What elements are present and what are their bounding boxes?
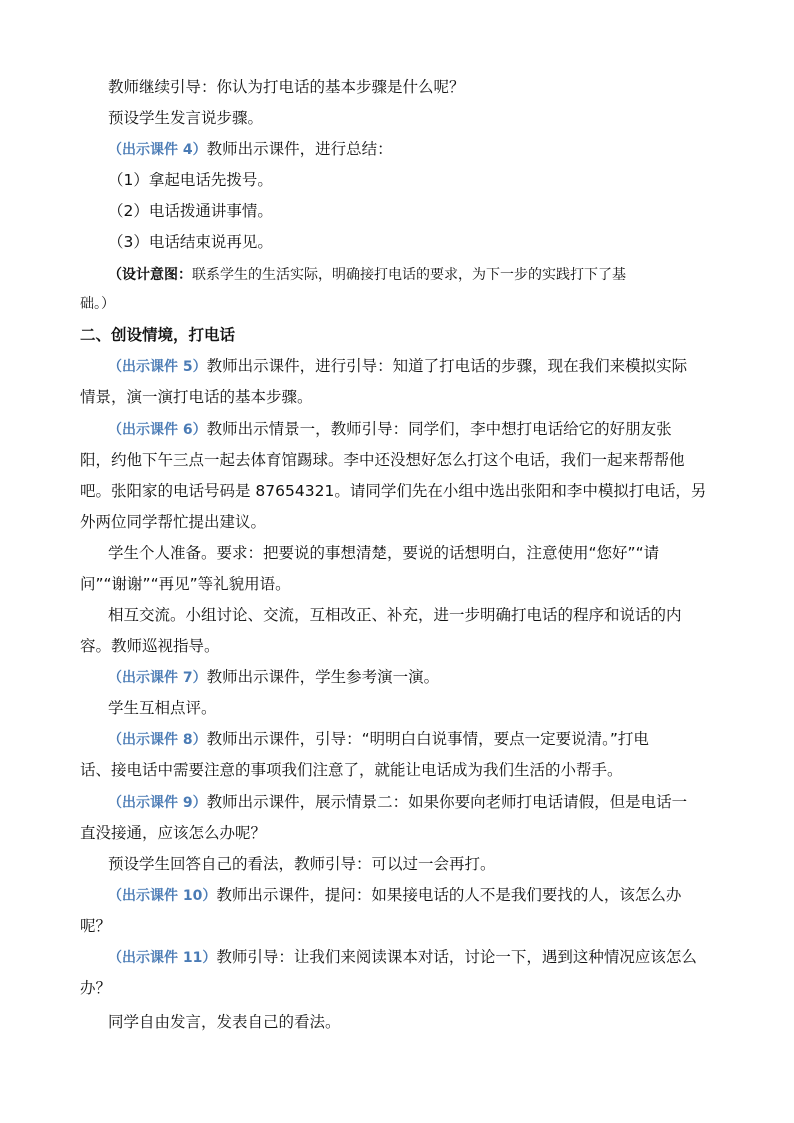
paragraph-line [80, 512, 266, 532]
line-text: 问”“谢谢”“再见”等礼貌用语。 [80, 575, 291, 593]
line-text: 外两位同学帮忙提出建议。 [80, 513, 267, 531]
paragraph-line [80, 636, 220, 656]
paragraph-line [80, 387, 313, 407]
paragraph-line [80, 916, 111, 936]
line-text: （2）电话拨通讲事情。 [108, 202, 273, 220]
line-text: 教师出示课件，学生参考演一演。 [206, 668, 440, 686]
line-text: 学生互相点评。 [108, 699, 217, 717]
line-text: 吧。张阳家的电话号码是 87654321。请同学们先在小组中选出张阳和李中模拟打电话，另 [80, 482, 707, 500]
line-text: 二、创设情境，打电话 [80, 326, 236, 344]
paragraph-line [80, 823, 266, 843]
paragraph-line [108, 139, 393, 159]
design-intent-label: （设计意图： [108, 267, 192, 283]
paragraph-line [108, 356, 687, 376]
list-item [108, 232, 273, 252]
courseware-tag: （出示课件 5） [108, 359, 207, 375]
line-text: 教师继续引导：你认为打电话的基本步骤是什么呢？ [108, 78, 465, 96]
paragraph-line [80, 760, 623, 780]
paragraph-line [80, 450, 685, 470]
line-text: 呢？ [80, 917, 112, 935]
paragraph-line [108, 108, 263, 128]
line-text: 联系学生的生活实际，明确接打电话的要求，为下一步的实践打下了基 [192, 267, 626, 283]
line-text: 话、接电话中需要注意的事项我们注意了，就能让电话成为我们生活的小帮手。 [80, 761, 623, 779]
line-text: 教师引导：让我们来阅读课本对话，讨论一下，遇到这种情况应该怎么 [216, 948, 697, 966]
paragraph-line [80, 481, 706, 501]
paragraph-line [108, 885, 681, 905]
paragraph-line [108, 1012, 341, 1032]
line-text: 础。） [80, 296, 115, 312]
paragraph-line [80, 978, 111, 998]
courseware-tag: （出示课件 8） [108, 732, 207, 748]
line-text: 直没接通，应该怎么办呢？ [80, 824, 267, 842]
list-item [108, 170, 273, 190]
courseware-tag: （出示课件 6） [108, 422, 207, 438]
line-text: 阳，约他下午三点一起去体育馆踢球。李中还没想好怎么打这个电话，我们一起来帮帮他 [80, 451, 685, 469]
paragraph-line [80, 574, 291, 594]
line-text: 教师出示情景一，教师引导：同学们，李中想打电话给它的好朋友张 [206, 420, 672, 438]
paragraph-line [108, 729, 649, 749]
section-heading [80, 325, 235, 345]
paragraph-line [108, 77, 465, 97]
list-item [108, 201, 273, 221]
line-text: 教师出示课件，引导：“明明白白说事情，要点一定要说清。”打电 [206, 730, 649, 748]
courseware-tag: （出示课件 7） [108, 670, 207, 686]
paragraph-line [108, 605, 682, 625]
courseware-tag: （出示课件 9） [108, 795, 207, 811]
line-text: 办？ [80, 979, 112, 997]
paragraph-line [108, 854, 496, 874]
line-text: 同学自由发言，发表自己的看法。 [108, 1013, 341, 1031]
line-text: 预设学生发言说步骤。 [108, 109, 264, 127]
design-intent-note [108, 265, 626, 285]
paragraph-line [108, 419, 672, 439]
line-text: 教师出示课件，提问：如果接电话的人不是我们要找的人，该怎么办 [216, 886, 682, 904]
line-text: 教师出示课件，展示情景二：如果你要向老师打电话请假，但是电话一 [206, 793, 688, 811]
line-text: 容。教师巡视指导。 [80, 637, 220, 655]
line-text: 教师出示课件，进行引导：知道了打电话的步骤，现在我们来模拟实际 [206, 357, 688, 375]
line-text: 相互交流。小组讨论、交流，互相改正、补充，进一步明确打电话的程序和说话的内 [108, 606, 682, 624]
paragraph-line [108, 947, 697, 967]
courseware-tag: （出示课件 4） [108, 142, 207, 158]
line-text: （1）拿起电话先拨号。 [108, 171, 273, 189]
paragraph-line [108, 543, 659, 563]
design-intent-note [80, 294, 115, 314]
paragraph-line [108, 698, 217, 718]
paragraph-line [108, 667, 439, 687]
line-text: （3）电话结束说再见。 [108, 233, 273, 251]
courseware-tag: （出示课件 11） [108, 950, 217, 966]
line-text: 学生个人准备。要求：把要说的事想清楚，要说的话想明白，注意使用“您好”“请 [108, 544, 660, 562]
line-text: 预设学生回答自己的看法，教师引导：可以过一会再打。 [108, 855, 496, 873]
line-text: 教师出示课件，进行总结： [206, 140, 393, 158]
courseware-tag: （出示课件 10） [108, 888, 217, 904]
line-text: 情景，演一演打电话的基本步骤。 [80, 388, 313, 406]
paragraph-line [108, 792, 687, 812]
